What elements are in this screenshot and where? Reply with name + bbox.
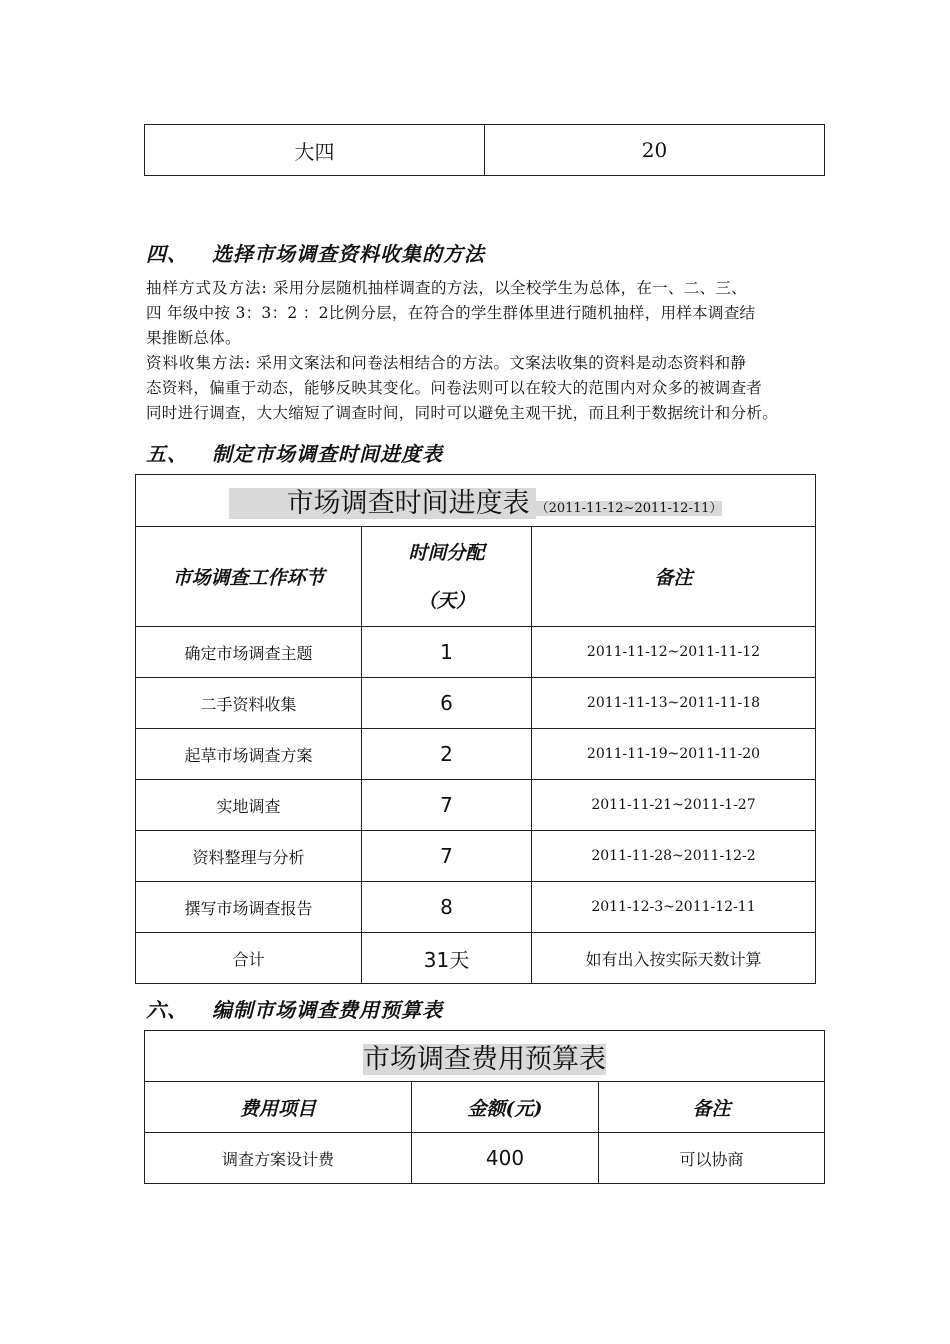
sampling-method-paragraph (146, 276, 811, 351)
dates-cell: 2011-11-28~2011-12-2 (532, 831, 816, 882)
section-6-title: 编制市场调查费用预算表 (212, 998, 443, 1022)
total-days: 31天 (362, 933, 532, 984)
item-cell: 调查方案设计费 (145, 1133, 412, 1184)
paragraph-line: 四 年级中按 3：3：2 ：2比例分层，在符合的学生群体里进行随机抽样，用样本调查结 (146, 304, 756, 322)
header-work: 市场调查工作环节 (136, 527, 362, 627)
section-5-number: 五、 (146, 442, 188, 466)
table-row (136, 831, 816, 882)
days-cell: 6 (362, 678, 532, 729)
grade-cell: 大四 (145, 125, 485, 176)
header-note: 备注 (599, 1082, 825, 1133)
amount-cell: 400 (412, 1133, 599, 1184)
paragraph-line: 采用文案法和问卷法相结合的方法。文案法收集的资料是动态资料和静 (256, 354, 747, 372)
days-cell: 7 (362, 780, 532, 831)
note-cell: 可以协商 (599, 1133, 825, 1184)
schedule-title-text: 市场调查时间进度表 (229, 488, 536, 519)
budget-title-text: 市场调查费用预算表 (363, 1043, 606, 1075)
table-title-row (136, 475, 816, 527)
budget-table (144, 1030, 825, 1184)
days-cell: 1 (362, 627, 532, 678)
section-5-heading (146, 438, 443, 467)
task-cell: 撰写市场调查报告 (136, 882, 362, 933)
task-cell: 起草市场调查方案 (136, 729, 362, 780)
header-note: 备注 (532, 527, 816, 627)
table-header-row (145, 1082, 825, 1133)
schedule-date-range: （2011-11-12~2011-12-11） (535, 501, 723, 516)
count-cell: 20 (485, 125, 825, 176)
dates-cell: 2011-11-19~2011-11-20 (532, 729, 816, 780)
days-cell: 2 (362, 729, 532, 780)
schedule-table-title (136, 475, 816, 527)
table-row (145, 1133, 825, 1184)
paragraph-line: 同时进行调查，大大缩短了调查时间，同时可以避免主观干扰，而且利于数据统计和分析。 (146, 404, 779, 422)
table-row (136, 627, 816, 678)
section-6-number: 六、 (146, 998, 188, 1022)
header-amount: 金额(元) (412, 1082, 599, 1133)
header-days-line2: （天） (417, 589, 475, 612)
days-cell: 7 (362, 831, 532, 882)
table-row (136, 882, 816, 933)
table-row (145, 125, 825, 176)
days-cell: 8 (362, 882, 532, 933)
sampling-method-label: 抽样方式及方法: (146, 279, 268, 297)
task-cell: 二手资料收集 (136, 678, 362, 729)
header-item: 费用项目 (145, 1082, 412, 1133)
table-row (136, 678, 816, 729)
section-4-title: 选择市场调查资料收集的方法 (212, 242, 485, 266)
section-6-heading (146, 994, 443, 1023)
data-collection-paragraph (146, 351, 811, 426)
task-cell: 资料整理与分析 (136, 831, 362, 882)
grade-sample-table (144, 124, 825, 176)
section-4-heading (146, 238, 485, 267)
table-header-row (136, 527, 816, 627)
task-cell: 确定市场调查主题 (136, 627, 362, 678)
header-days-line1: 时间分配 (408, 541, 485, 564)
header-days (362, 527, 532, 627)
dates-cell: 2011-11-21~2011-1-27 (532, 780, 816, 831)
total-row (136, 933, 816, 984)
total-label: 合计 (136, 933, 362, 984)
total-note: 如有出入按实际天数计算 (532, 933, 816, 984)
paragraph-line: 果推断总体。 (146, 329, 241, 347)
table-row (136, 729, 816, 780)
data-collection-label: 资料收集方法: (146, 354, 252, 372)
budget-table-title (145, 1031, 825, 1082)
task-cell: 实地调查 (136, 780, 362, 831)
paragraph-line: 态资料，偏重于动态，能够反映其变化。问卷法则可以在较大的范围内对众多的被调查者 (146, 379, 763, 397)
section-4-number: 四、 (146, 242, 188, 266)
paragraph-line: 采用分层随机抽样调查的方法，以全校学生为总体，在一、二、三、 (272, 279, 747, 297)
schedule-table (135, 474, 816, 984)
table-title-row (145, 1031, 825, 1082)
dates-cell: 2011-11-13~2011-11-18 (532, 678, 816, 729)
dates-cell: 2011-11-12~2011-11-12 (532, 627, 816, 678)
dates-cell: 2011-12-3~2011-12-11 (532, 882, 816, 933)
section-5-title: 制定市场调查时间进度表 (212, 442, 443, 466)
table-row (136, 780, 816, 831)
